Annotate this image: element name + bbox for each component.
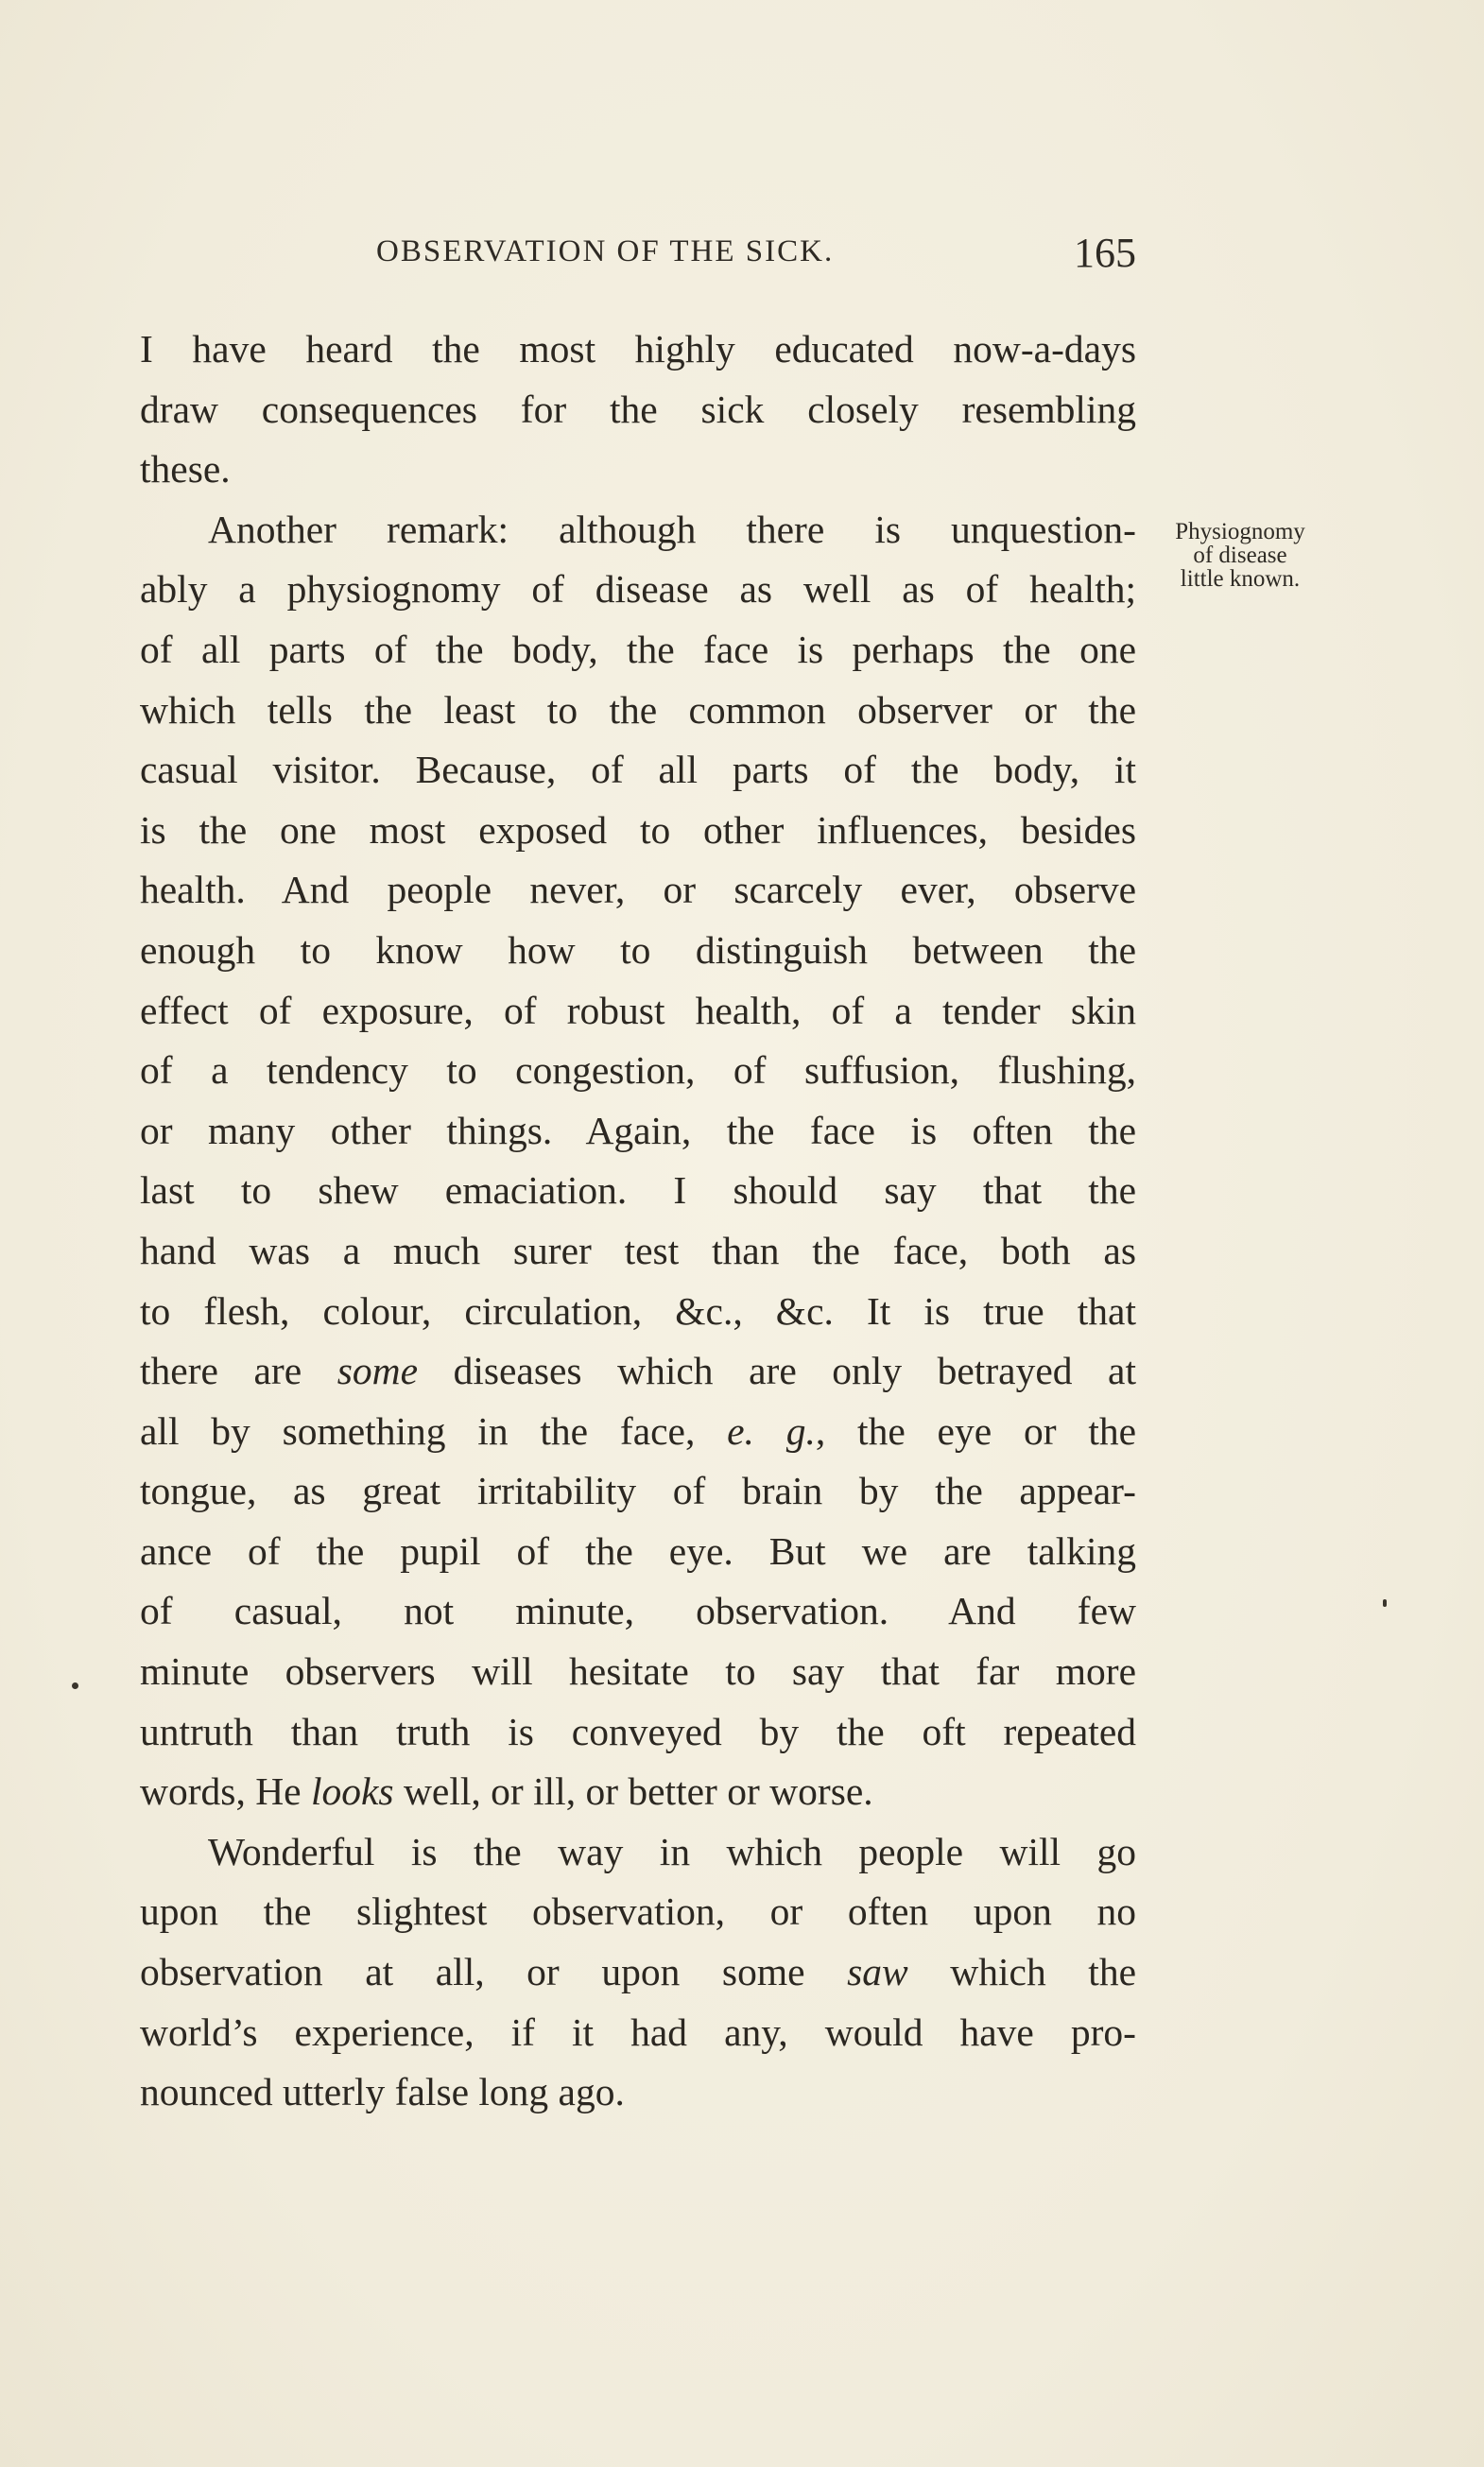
text-run: well, or ill, or better or worse. <box>393 1769 873 1814</box>
text-line: ance of the pupil of the eye. But we are talking <box>140 1528 1136 1573</box>
italic-run: looks <box>310 1769 394 1814</box>
running-title: OBSERVATION OF THE SICK. <box>376 234 835 268</box>
text-line: to flesh, colour, circulation, &c., &c. It is true that <box>140 1288 1136 1333</box>
text-line: world’s experience, if it had any, would have pro- <box>140 2010 1136 2054</box>
text-line: minute observers will hesitate to say that far more <box>140 1649 1136 1694</box>
text-line: casual visitor. Because, of all parts of the body, it <box>140 748 1136 792</box>
text-line <box>140 1942 1136 2003</box>
text-line: upon the slightest observation, or often upon no <box>140 1889 1136 1934</box>
text-line: last to shew emaciation. I should say that the <box>140 1168 1136 1213</box>
text-run: all by something in the face, <box>140 1408 728 1453</box>
text-line <box>140 1402 1136 1462</box>
text-run: which the <box>907 1950 1136 1994</box>
text-line: nounced utterly false long ago. <box>140 2070 625 2114</box>
text-line: effect of exposure, of robust health, of a tender skin <box>140 988 1136 1032</box>
italic-run: some <box>336 1349 419 1393</box>
text-line <box>140 1762 1136 1822</box>
text-line: which tells the least to the common observer or the <box>140 687 1136 732</box>
running-head <box>140 230 1136 282</box>
marginal-note-line: of disease <box>1193 543 1287 568</box>
text-line: hand was a much surer test than the face, both as <box>140 1228 1136 1272</box>
text-run: words, He <box>140 1769 311 1814</box>
marginal-note <box>1146 520 1335 591</box>
text-line: tongue, as great irritability of brain by the appear- <box>140 1469 1136 1513</box>
text-line: I have heard the most highly educated now-a-days <box>140 327 1136 371</box>
text-run: observation at all, or upon some <box>140 1950 848 1994</box>
text-line: of all parts of the body, the face is perhaps the one <box>140 627 1136 671</box>
text-line: of a tendency to congestion, of suffusion, flushing, <box>140 1048 1136 1093</box>
text-line: Another remark: although there is unquestion- <box>208 507 1136 551</box>
page-number: 165 <box>1074 230 1136 276</box>
text-line: ably a physiognomy of disease as well as of health; <box>140 567 1136 612</box>
ink-speck <box>72 1682 78 1689</box>
text-line: draw consequences for the sick closely resembling <box>140 387 1136 431</box>
text-run: diseases which are only betrayed at <box>418 1349 1136 1393</box>
italic-run: e. g. <box>727 1408 816 1453</box>
text-line: these. <box>140 447 231 492</box>
text-run: , the eye or the <box>815 1408 1136 1453</box>
marginal-note-line: little known. <box>1180 566 1301 592</box>
body-text <box>140 319 1136 2123</box>
ink-speck <box>1383 1599 1387 1607</box>
marginal-note-line: Physiognomy <box>1175 519 1305 544</box>
text-run: there are <box>140 1349 337 1393</box>
text-line: is the one most exposed to other influences, besides <box>140 807 1136 852</box>
text-line: of casual, not minute, observation. And few <box>140 1589 1136 1633</box>
text-line: Wonderful is the way in which people will go <box>208 1829 1136 1873</box>
text-line: untruth than truth is conveyed by the oft repeated <box>140 1709 1136 1753</box>
text-line: health. And people never, or scarcely ever, observe <box>140 868 1136 912</box>
italic-run: saw <box>847 1950 908 1994</box>
text-line: enough to know how to distinguish between the <box>140 927 1136 972</box>
text-line <box>140 1341 1136 1402</box>
text-line: or many other things. Again, the face is often the <box>140 1108 1136 1152</box>
